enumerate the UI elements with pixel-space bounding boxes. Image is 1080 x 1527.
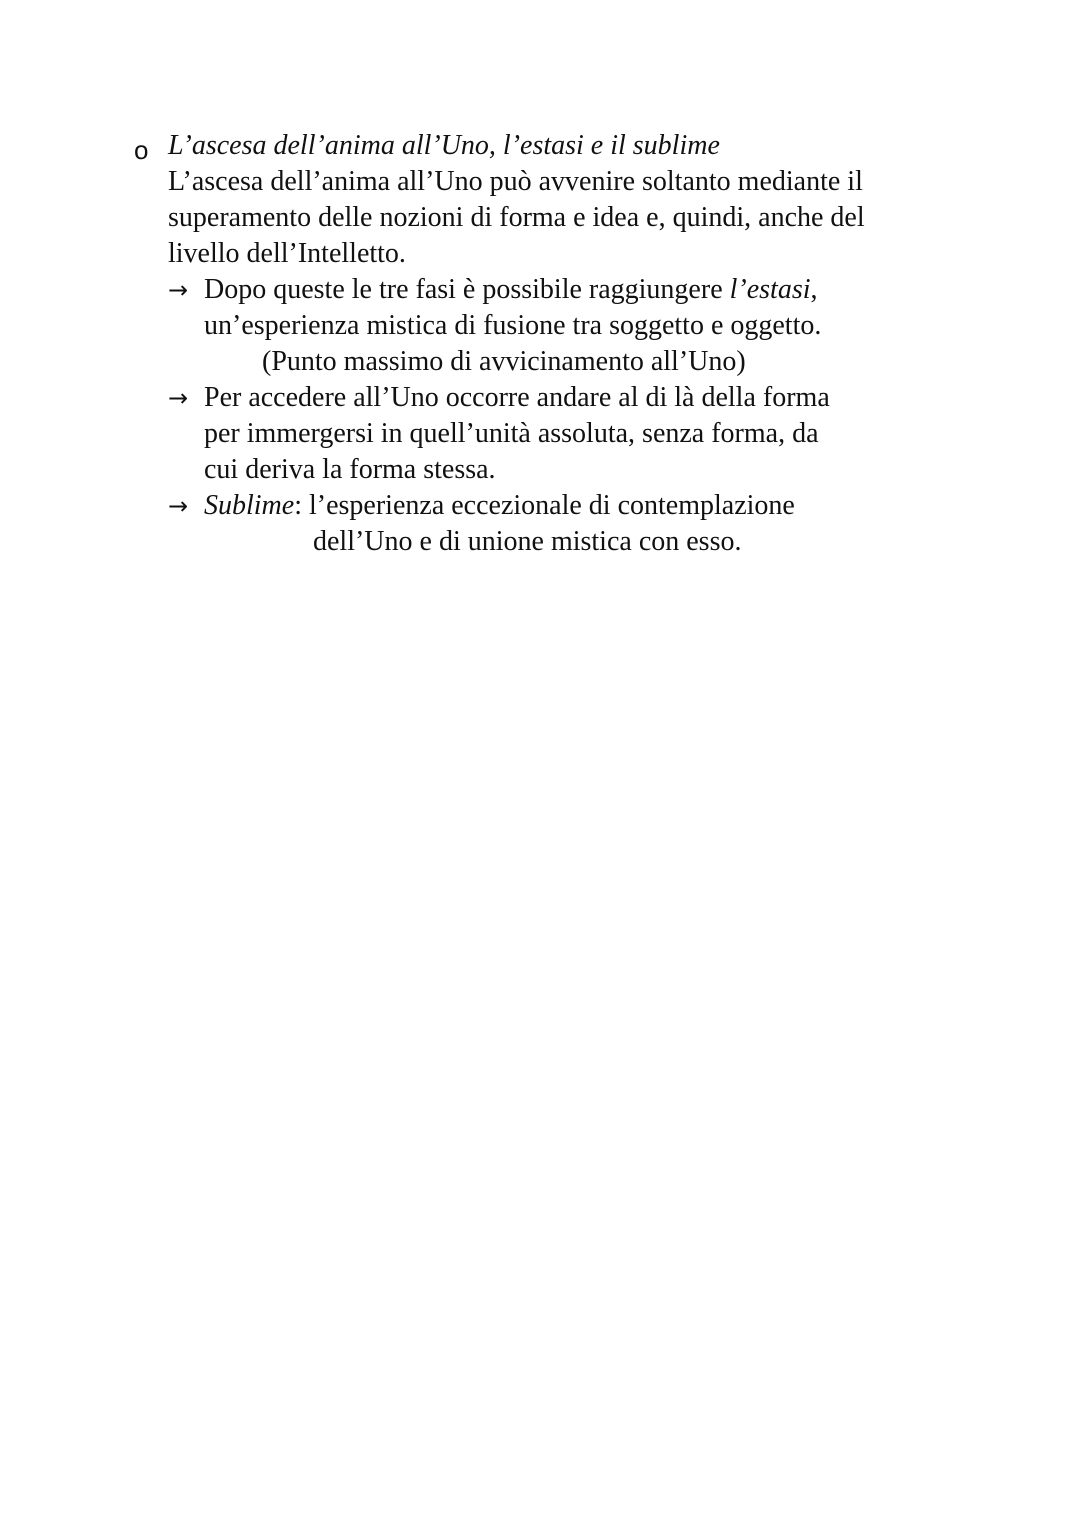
point-2-line-2: per immergersi in quell’unità assoluta, senza forma, da — [204, 418, 819, 449]
point-1-line-1 — [168, 272, 818, 308]
arrow-right-icon: → — [168, 384, 189, 412]
point-1-text-pre: Dopo queste le tre fasi è possibile raggiungere — [204, 274, 730, 305]
section-heading: L’ascesa dell’anima all’Uno, l’estasi e il sublime — [168, 130, 720, 161]
point-3-line-2: dell’Uno e di unione mistica con esso. — [313, 526, 742, 557]
point-1-term-estasi: l’estasi — [729, 274, 811, 305]
paragraph-line-3: livello dell’Intelletto. — [168, 238, 406, 269]
point-3-term-sublime: Sublime — [204, 490, 295, 521]
paragraph-line-1: L’ascesa dell’anima all’Uno può avvenire soltanto mediante il — [168, 166, 863, 197]
point-1-text-post: , — [810, 274, 818, 305]
paragraph-line-2: superamento delle nozioni di forma e idea e, quindi, anche del — [168, 202, 865, 233]
point-2-line-1 — [168, 380, 830, 416]
point-2-text: Per accedere all’Uno occorre andare al di là della forma — [204, 382, 830, 413]
point-2-line-3: cui deriva la forma stessa. — [204, 454, 496, 485]
point-3-line-1 — [168, 488, 795, 524]
arrow-right-icon: → — [168, 276, 189, 304]
point-3-text: : l’esperienza eccezionale di contemplazione — [294, 490, 795, 521]
arrow-right-icon: → — [168, 492, 189, 520]
point-1-line-2: un’esperienza mistica di fusione tra soggetto e oggetto. — [204, 310, 822, 341]
point-1-note: (Punto massimo di avvicinamento all’Uno) — [262, 346, 746, 377]
list-bullet: o — [134, 135, 149, 165]
